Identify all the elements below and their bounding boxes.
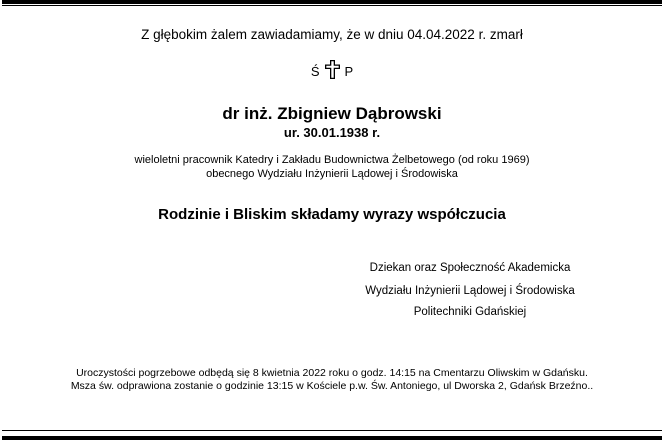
condolence-message: Rodzinie i Bliskim składamy wyrazy współczucia <box>158 206 506 223</box>
role-line-1: wieloletni pracownik Katedry i Zakładu Budownictwa Żelbetowego (od roku 1969) <box>134 154 530 166</box>
announcement-intro: Z głębokim żalem zawiadamiamy, że w dniu 04.04.2022 r. zmarł <box>141 27 523 42</box>
bottom-border-rule <box>2 436 662 440</box>
sp-letter-s: Ś <box>310 64 320 79</box>
cross-icon <box>325 60 340 79</box>
birth-date: ur. 30.01.1938 r. <box>283 125 381 140</box>
funeral-info-line-1: Uroczystości pogrzebowe odbędą się 8 kwietnia 2022 roku o godz. 14:15 na Cmentarzu Oliwskim w Gdańsku. <box>76 367 588 379</box>
deceased-name: dr inż. Zbigniew Dąbrowski <box>222 104 442 123</box>
funeral-info-line-2: Msza św. odprawiona zostanie o godzinie 13:15 w Kościele p.w. Św. Antoniego, ul Dworska 2, Gdańsk Brzeźno.. <box>70 380 594 392</box>
sp-letter-p: P <box>344 64 354 79</box>
role-line-2: obecnego Wydziału Inżynierii Lądowej i Środowiska <box>206 168 458 180</box>
sp-marker <box>0 60 664 79</box>
signature-line-2: Wydziału Inżynierii Lądowej i Środowiska <box>365 285 575 297</box>
signature-line-1: Dziekan oraz Społeczność Akademicka <box>369 262 571 274</box>
top-border-rule <box>2 0 662 4</box>
signature-line-3: Politechniki Gdańskiej <box>413 306 527 318</box>
